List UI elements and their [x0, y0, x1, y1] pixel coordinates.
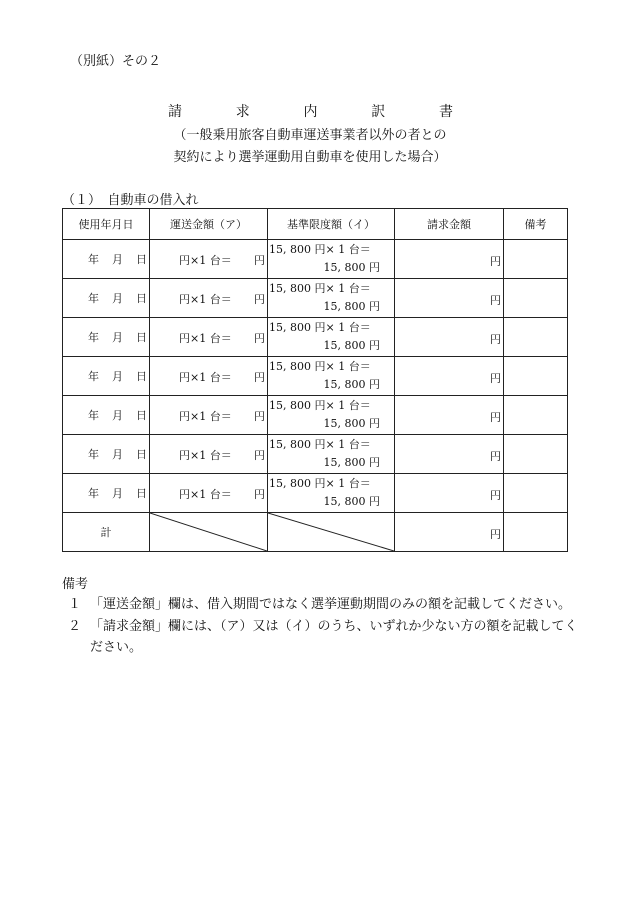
- fare-formula: 円×1 台＝: [179, 254, 232, 267]
- date-cell[interactable]: [63, 240, 150, 279]
- amount-cell[interactable]: [395, 396, 504, 435]
- amount-unit: 円: [490, 255, 501, 268]
- table-row: [63, 318, 568, 357]
- base-limit-cell: [268, 474, 395, 513]
- total-row: [63, 513, 568, 552]
- fare-formula: 円×1 台＝: [179, 332, 232, 345]
- base-formula: 15, 800 円× 1 台＝: [269, 438, 371, 451]
- month-label: 月: [112, 409, 123, 422]
- notes-heading: 備考: [62, 577, 89, 592]
- amount-cell[interactable]: [395, 357, 504, 396]
- fare-formula: 円×1 台＝: [179, 371, 232, 384]
- header-base-limit: 基準限度額（イ）: [268, 209, 395, 240]
- amount-unit: 円: [490, 411, 501, 424]
- subtitle-line-2: 契約により選挙運動用自動車を使用した場合）: [173, 150, 447, 165]
- remarks-cell[interactable]: [504, 435, 568, 474]
- note-number: ２: [68, 619, 82, 634]
- base-formula: 15, 800 円× 1 台＝: [269, 477, 371, 490]
- base-result: 15, 800 円: [323, 456, 380, 469]
- diagonal-line: [150, 513, 267, 551]
- total-base-crossed: [268, 513, 395, 552]
- base-result: 15, 800 円: [323, 339, 380, 352]
- year-label: 年: [88, 331, 99, 344]
- base-result: 15, 800 円: [323, 495, 380, 508]
- remarks-cell[interactable]: [504, 318, 568, 357]
- base-formula: 15, 800 円× 1 台＝: [269, 399, 371, 412]
- date-cell[interactable]: [63, 357, 150, 396]
- month-label: 月: [112, 448, 123, 461]
- title-char: 訳: [371, 104, 386, 120]
- note-text: 「運送金額」欄は、借入期間ではなく選挙運動期間のみの額を記載してください。: [90, 597, 572, 612]
- date-cell[interactable]: [63, 435, 150, 474]
- day-label: 日: [136, 487, 147, 500]
- table-row: [63, 396, 568, 435]
- fare-unit: 円: [254, 332, 265, 345]
- date-cell[interactable]: [63, 474, 150, 513]
- amount-unit: 円: [490, 450, 501, 463]
- base-limit-cell: [268, 318, 395, 357]
- base-formula: 15, 800 円× 1 台＝: [269, 243, 371, 256]
- amount-unit: 円: [490, 294, 501, 307]
- amount-unit: 円: [490, 372, 501, 385]
- note-item: [62, 616, 582, 658]
- note-text: 「請求金額」欄には、（ア）又は（イ）のうち、いずれか少ない方の額を記載してください。: [90, 619, 578, 655]
- title-char: 書: [439, 104, 453, 120]
- month-label: 月: [112, 292, 123, 305]
- table-row: [63, 279, 568, 318]
- date-cell[interactable]: [63, 318, 150, 357]
- section-heading: （１） 自動車の借入れ: [62, 193, 199, 208]
- base-result: 15, 800 円: [323, 417, 380, 430]
- fare-formula: 円×1 台＝: [179, 449, 232, 462]
- title-char: 内: [303, 104, 318, 120]
- base-formula: 15, 800 円× 1 台＝: [269, 360, 371, 373]
- fare-unit: 円: [254, 488, 265, 501]
- year-label: 年: [88, 253, 99, 266]
- year-label: 年: [88, 448, 99, 461]
- fare-cell[interactable]: [150, 240, 268, 279]
- base-limit-cell: [268, 396, 395, 435]
- table-row: [63, 357, 568, 396]
- amount-cell[interactable]: [395, 240, 504, 279]
- base-limit-cell: [268, 240, 395, 279]
- document-title: [168, 101, 453, 121]
- month-label: 月: [112, 370, 123, 383]
- fare-unit: 円: [254, 371, 265, 384]
- annex-label: （別紙）その２: [70, 54, 162, 69]
- amount-unit: 円: [490, 489, 501, 502]
- total-fare-crossed: [150, 513, 268, 552]
- base-limit-cell: [268, 435, 395, 474]
- table-row: [63, 435, 568, 474]
- base-limit-cell: [268, 357, 395, 396]
- date-cell[interactable]: [63, 396, 150, 435]
- table-row: [63, 474, 568, 513]
- invoice-table: [62, 208, 568, 552]
- year-label: 年: [88, 370, 99, 383]
- remarks-cell[interactable]: [504, 279, 568, 318]
- day-label: 日: [136, 253, 147, 266]
- fare-cell[interactable]: [150, 318, 268, 357]
- fare-cell[interactable]: [150, 279, 268, 318]
- total-amount-unit: 円: [490, 528, 501, 541]
- subtitle-line-1: （一般乗用旅客自動車運送事業者以外の者との: [173, 128, 447, 143]
- amount-unit: 円: [490, 333, 501, 346]
- fare-formula: 円×1 台＝: [179, 410, 232, 423]
- base-formula: 15, 800 円× 1 台＝: [269, 321, 371, 334]
- month-label: 月: [112, 487, 123, 500]
- note-number: １: [68, 597, 82, 612]
- base-limit-cell: [268, 279, 395, 318]
- amount-cell[interactable]: [395, 435, 504, 474]
- fare-formula: 円×1 台＝: [179, 488, 232, 501]
- amount-cell[interactable]: [395, 279, 504, 318]
- year-label: 年: [88, 409, 99, 422]
- fare-unit: 円: [254, 449, 265, 462]
- base-result: 15, 800 円: [323, 261, 380, 274]
- table-header-row: [63, 209, 568, 240]
- header-amount: 請求金額: [395, 209, 504, 240]
- remarks-cell[interactable]: [504, 396, 568, 435]
- table-row: [63, 240, 568, 279]
- total-remarks-cell[interactable]: [504, 513, 568, 552]
- title-char: 請: [168, 104, 182, 120]
- year-label: 年: [88, 292, 99, 305]
- amount-cell[interactable]: [395, 318, 504, 357]
- fare-unit: 円: [254, 410, 265, 423]
- fare-cell[interactable]: [150, 435, 268, 474]
- month-label: 月: [112, 253, 123, 266]
- title-char: 求: [235, 104, 250, 120]
- day-label: 日: [136, 448, 147, 461]
- diagonal-line: [268, 513, 394, 551]
- year-label: 年: [88, 487, 99, 500]
- header-remarks: 備考: [504, 209, 568, 240]
- base-formula: 15, 800 円× 1 台＝: [269, 282, 371, 295]
- fare-formula: 円×1 台＝: [179, 293, 232, 306]
- day-label: 日: [136, 370, 147, 383]
- fare-cell[interactable]: [150, 474, 268, 513]
- day-label: 日: [136, 331, 147, 344]
- fare-unit: 円: [254, 293, 265, 306]
- remarks-cell[interactable]: [504, 240, 568, 279]
- month-label: 月: [112, 331, 123, 344]
- fare-cell[interactable]: [150, 357, 268, 396]
- base-result: 15, 800 円: [323, 300, 380, 313]
- date-cell[interactable]: [63, 279, 150, 318]
- day-label: 日: [136, 292, 147, 305]
- note-item: [62, 594, 582, 615]
- total-label: 計: [63, 513, 150, 552]
- remarks-cell[interactable]: [504, 357, 568, 396]
- fare-cell[interactable]: [150, 396, 268, 435]
- amount-cell[interactable]: [395, 474, 504, 513]
- total-amount-cell[interactable]: [395, 513, 504, 552]
- fare-unit: 円: [254, 254, 265, 267]
- remarks-cell[interactable]: [504, 474, 568, 513]
- base-result: 15, 800 円: [323, 378, 380, 391]
- header-fare: 運送金額（ア）: [150, 209, 268, 240]
- header-date: 使用年月日: [63, 209, 150, 240]
- day-label: 日: [136, 409, 147, 422]
